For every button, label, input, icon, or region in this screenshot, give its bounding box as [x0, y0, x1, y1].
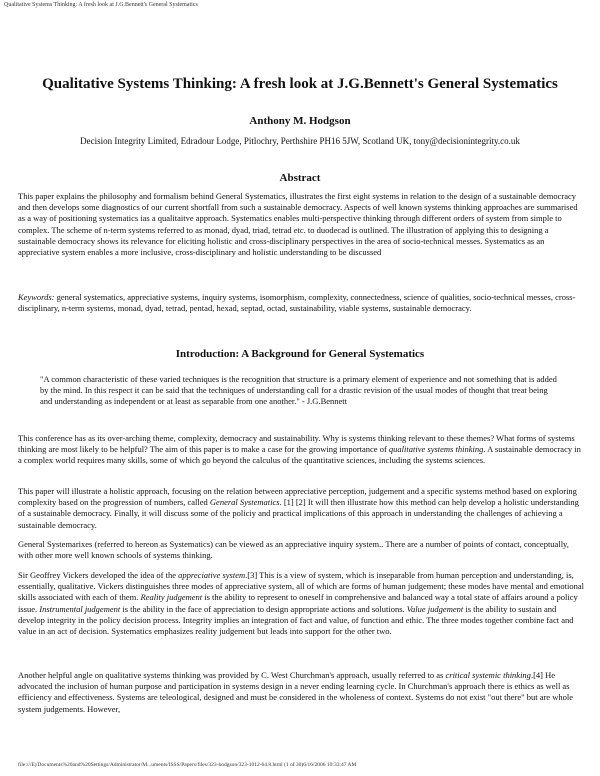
- p4-text-e: is the ability to represent to oneself in comprehensive and balanced way a total state of affairs around a policy issue.: [18, 592, 578, 614]
- keywords-list: general systematics, appreciative systems, inquiry systems, isomorphism, complexity, connectedness, science of qualities, socio-technical messes, cross-disciplinary, n-term systems, monad, dyad, tetrad, pentad, hexad, septad, octad, sustainability, viable systems, sustainable democracy.: [18, 292, 576, 314]
- p5-emphasis: critical systemic thinking: [445, 670, 531, 680]
- p4-text-i: is the ability to sustain and develop integrity in the policy decision process. Integrity implies an integration of fact and value, of function and ethic. The three modes together combine fact and value in an act of decision. Systematics emphasizes reality judgement but leads into support for the other two.: [18, 603, 574, 637]
- intro-paragraph-1: [18, 433, 584, 467]
- intro-paragraph-5: [18, 670, 584, 715]
- p4-emphasis-appreciative: appreciative system: [178, 570, 246, 580]
- p1-text-c: . A sustainable democracy in a complex world requires many skills, some of which go beyond the calculus of the quantitative sciences, including the systems sciences.: [18, 444, 581, 466]
- p2-emphasis: General Systematics: [209, 497, 280, 508]
- author-affiliation: Decision Integrity Limited, Edradour Lodge, Pitlochry, Perthshire PH16 5JW, Scotland UK, tony@decisionintegrity.co.uk: [80, 136, 520, 146]
- p4-text-g: is the ability in the face of appreciation to design appropriate actions and solutions.: [120, 603, 407, 614]
- section-heading-introduction: Introduction: A Background for General Systematics: [175, 348, 425, 360]
- keywords-label: Keywords:: [18, 292, 55, 302]
- browser-header-path: Qualitative Systems Thinking: A fresh look at J.G.Bennett's General Systematics: [4, 2, 198, 8]
- p4-text-c: .[3] This is a view of system, which is inseparable from human perception and understanding, is, essentially, qualitative. Vickers distinguishes three modes of appreciative system, all of which are forms of human judgement; these modes have mental and emotional skills associated with each of them.: [18, 570, 585, 603]
- intro-paragraph-4: [18, 570, 584, 637]
- author-name: Anthony M. Hodgson: [249, 115, 351, 127]
- p4-emphasis-reality: Reality judgement: [140, 592, 203, 603]
- p4-emphasis-instrumental: Instrumental judgement: [39, 603, 121, 614]
- keywords-paragraph: [18, 292, 584, 314]
- p2-text-c: . [1] [2] It will then illustrate how this method can help develop a holistic understanding of a sustainable democracy. Finally, it will discuss some of the policiy and practical implications of this approach in understanding the challenges of achieving a sustainable democracy.: [18, 497, 579, 530]
- p5-text-a: Another helpful angle on qualitative systems thinking was provided by C. West Churchman's approach, usually referred to as: [18, 670, 446, 680]
- p4-emphasis-value: Value judgement: [406, 603, 464, 614]
- p5-text-c: .[4] He advocated the inclusion of human purpose and participation in systems design in a never ending learning cycle. In Churchman's approach there is ethics as well as efficiency and effectiveness. Systems are teleological, designed and must be considered in the wholeness of context. Systems do not exist "out there" but are whole system judgements. However,: [18, 670, 573, 714]
- abstract-text: This paper explains the philosophy and formalism behind General Systematics, illustrates the first eight systems in relation to the design of a sustainable democracy and then develops some diagnostics of our current shortfall from such a sustainable democracy. Aspects of well known systems thinking approaches are summarised as a way of positioning systematics ias a qualitaitve approach. Systematics enables multi-perspective thinking through different orders of system from simple to complex. The scheme of n-term systems referred to as monad, dyad, triad, tetrad etc. to duodecad is outlined. The illustration of applying this to designing a sustainable democracy shows its relevance for eliciting holistic and cross-disciplinary perspectives in the area of socio-technical messes. Systematics as an appreciative system enables a more inclusive, cross-disciplinary and holistic understanding to be discussed: [18, 191, 578, 258]
- abstract-heading: Abstract: [279, 172, 321, 184]
- paper-title: Qualitative Systems Thinking: A fresh look at J.G.Bennett's General Systematics: [42, 76, 558, 92]
- p1-emphasis: qualitative systems thinking: [388, 444, 484, 455]
- p2-text-a: This paper will illustrate a holistic approach, focusing on the relation between appreciative perception, judgement and a specific systems method based on exploring complexity based on the progression of numbers, called: [18, 486, 577, 508]
- intro-paragraph-3: General Systemarixes (referred to hereon as Systematics) can be viewed as an appreciative inquiry system.. There are a number of points of contact, conceptually, with other more well known schools of systems thinking.: [18, 539, 569, 561]
- bennett-quote: "A common characteristic of these varied techniques is the recognition that structure is a primary element of experience and not something that is added by the mind. In this respect it can be said that the techniques of understanding call for a drastic revision of the usual modes of thought that treat being and understanding as independent or at least as separable from one another." - J.G.Bennett: [40, 374, 557, 407]
- p4-text-a: Sir Geoffrey Vickers developed the idea of the: [18, 570, 179, 580]
- p1-text-a: This conference has as its over-arching theme, complexity, democracy and sustainability. Why is systems thinking relevant to these themes? What forms of systems thinking are most likely to be helpful? The aim of this paper is to make a case for the growing importance of: [18, 433, 575, 455]
- intro-paragraph-2: [18, 486, 584, 531]
- browser-footer-path: file:///E|/Documents%20and%20Settings/Administrator/M...uments/ISSS/Papers/files/323-hodgson/323-1012-64.8.html (1 of 30)6/16/2006 10:33:47 AM: [18, 762, 357, 768]
